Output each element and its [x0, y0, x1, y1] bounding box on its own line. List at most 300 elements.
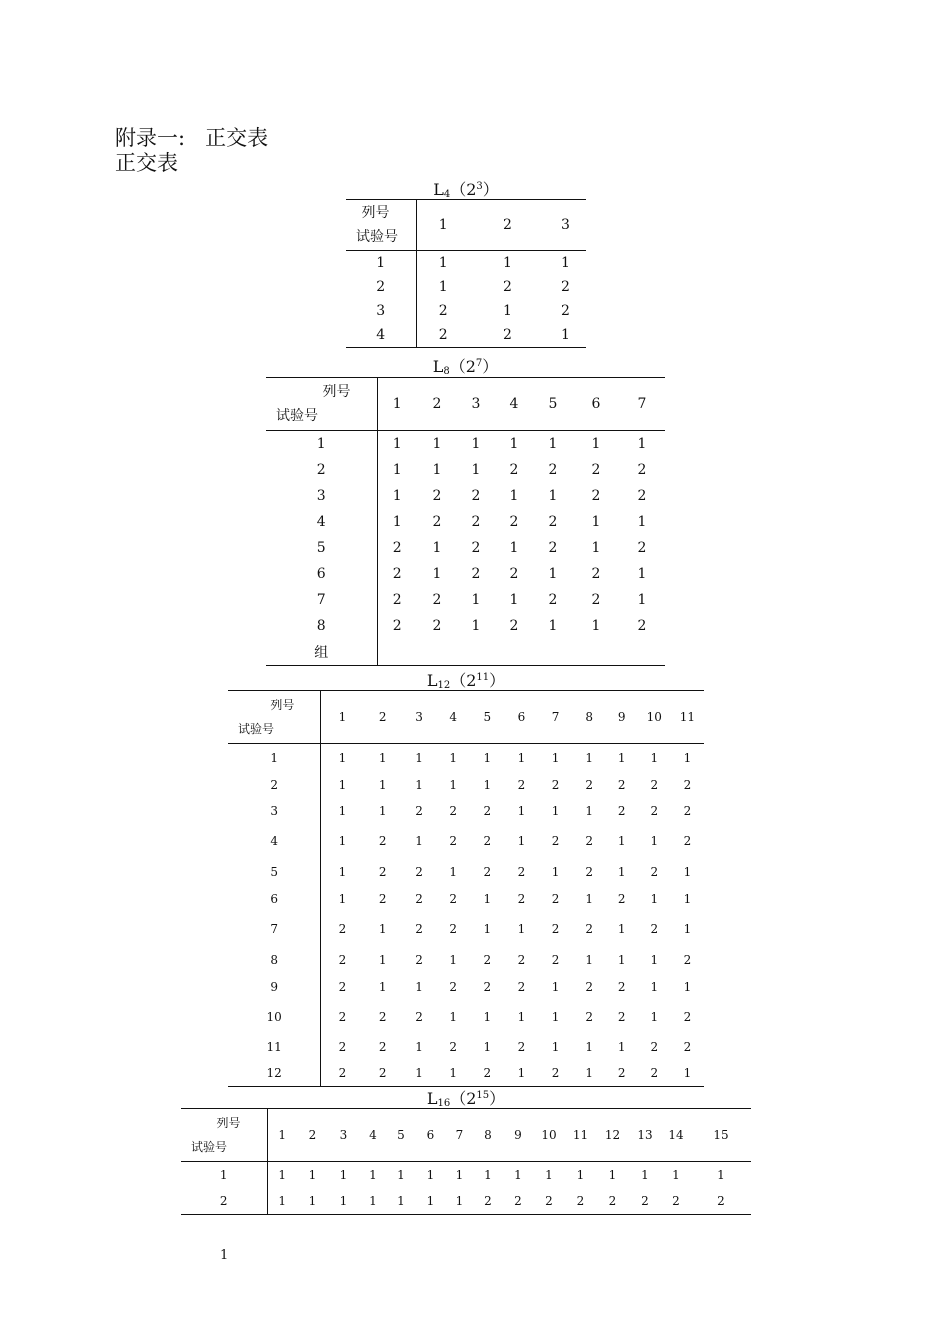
- level-cell: 2: [596, 1188, 629, 1215]
- table-row: [266, 431, 665, 458]
- level-cell: 2: [416, 323, 470, 348]
- table-row: [266, 509, 665, 535]
- level-cell: 2: [617, 980, 626, 994]
- trial-number-cell: 5: [228, 858, 321, 886]
- level-cell: 2: [509, 618, 519, 634]
- level-cell: 2: [449, 892, 457, 906]
- column-header: 10: [638, 691, 671, 744]
- level-cell: 2: [415, 1010, 423, 1024]
- level-cell: 1: [517, 804, 526, 818]
- level-cell: 1: [672, 1168, 680, 1182]
- level-cell: [377, 639, 417, 666]
- level-cell: 1: [717, 1168, 725, 1182]
- level-cell: 1: [484, 1168, 492, 1182]
- column-header: 10: [533, 1109, 565, 1162]
- level-cell: 1: [608, 1168, 617, 1182]
- level-cell: 1: [426, 1168, 435, 1182]
- column-header: 2: [297, 1109, 328, 1162]
- column-header: 7: [619, 378, 665, 431]
- level-cell: 1: [517, 1010, 526, 1024]
- table-row: [181, 1162, 751, 1189]
- level-cell: 2: [561, 303, 570, 319]
- level-cell: 1: [267, 1188, 297, 1215]
- table-row: [228, 1034, 704, 1060]
- level-cell: 2: [650, 865, 659, 879]
- level-cell: 1: [449, 953, 457, 967]
- corner-cell: [228, 691, 321, 744]
- level-cell: 2: [432, 488, 442, 504]
- level-cell: 2: [606, 1060, 638, 1087]
- level-cell: 2: [517, 953, 526, 967]
- level-cell: 2: [483, 804, 492, 818]
- trial-number-cell: 1: [346, 251, 416, 276]
- trial-number-cell: 9: [228, 974, 321, 1000]
- level-cell: 2: [638, 1060, 671, 1087]
- trial-number-cell: 4: [266, 509, 377, 535]
- level-cell: 2: [378, 834, 387, 848]
- level-cell: 2: [517, 865, 526, 879]
- level-cell: 1: [402, 1060, 436, 1087]
- level-cell: 2: [438, 303, 448, 319]
- level-cell: 2: [509, 462, 519, 478]
- level-cell: 2: [517, 1040, 526, 1054]
- level-cell: 2: [449, 1040, 457, 1054]
- trial-number-cell: 10: [228, 1000, 321, 1034]
- column-header: 6: [504, 691, 538, 744]
- table-row: [228, 912, 704, 946]
- level-cell: 1: [641, 1168, 649, 1182]
- trial-number-cell: 1: [228, 744, 321, 773]
- level-cell: 2: [338, 980, 347, 994]
- level-cell: 2: [650, 778, 659, 792]
- level-cell: 1: [378, 953, 387, 967]
- column-header: 2: [417, 378, 457, 431]
- level-cell: 2: [585, 1010, 593, 1024]
- level-cell: 1: [415, 751, 423, 765]
- level-cell: 2: [617, 1010, 626, 1024]
- level-cell: 2: [471, 566, 481, 582]
- level-cell: 2: [637, 540, 647, 556]
- trial-number-cell: 11: [228, 1034, 321, 1060]
- orthogonal-table-l8: [266, 377, 665, 666]
- level-cell: 2: [617, 892, 626, 906]
- level-cell: 2: [637, 488, 647, 504]
- level-cell: 2: [503, 1188, 533, 1215]
- level-cell: [417, 639, 457, 666]
- level-cell: 2: [585, 778, 593, 792]
- table-row: [181, 1188, 751, 1215]
- level-cell: 2: [551, 953, 560, 967]
- level-cell: 2: [415, 804, 423, 818]
- level-cell: 2: [650, 804, 659, 818]
- column-number-label: 列号: [361, 205, 390, 221]
- level-cell: 1: [545, 1168, 553, 1182]
- trial-number-cell: 3: [266, 483, 377, 509]
- level-cell: 1: [573, 1060, 606, 1087]
- level-cell: 2: [449, 922, 457, 936]
- level-cell: 1: [432, 566, 442, 582]
- column-header: 7: [539, 691, 573, 744]
- level-cell: 2: [548, 514, 558, 530]
- level-cell: 2: [585, 922, 593, 936]
- table-title-l8: $L_8(2^7)$: [432, 357, 499, 377]
- column-header: 8: [473, 1109, 503, 1162]
- level-cell: 1: [339, 1168, 348, 1182]
- table-row: [228, 824, 704, 858]
- level-cell: 2: [392, 618, 402, 634]
- level-cell: 1: [415, 1188, 446, 1215]
- level-cell: 2: [548, 540, 558, 556]
- level-cell: 1: [392, 436, 402, 452]
- level-cell: 1: [585, 953, 593, 967]
- level-cell: 2: [637, 618, 647, 634]
- level-cell: 1: [483, 778, 492, 792]
- column-header: 1: [267, 1109, 297, 1162]
- level-cell: 2: [683, 834, 692, 848]
- level-cell: [457, 639, 495, 666]
- level-cell: 1: [455, 1168, 464, 1182]
- column-header: 4: [436, 691, 470, 744]
- trial-number-cell: 12: [228, 1060, 321, 1087]
- table-row: [228, 744, 704, 773]
- level-cell: 2: [392, 592, 402, 608]
- level-cell: 1: [471, 592, 481, 608]
- level-cell: 2: [415, 865, 423, 879]
- trial-number-cell: 8: [266, 613, 377, 639]
- trial-number-cell: 5: [266, 535, 377, 561]
- level-cell: 1: [517, 922, 526, 936]
- level-cell: 1: [338, 834, 347, 848]
- level-cell: 2: [650, 922, 659, 936]
- trial-number-cell: 1: [266, 431, 377, 458]
- trial-number-label: 试验号: [356, 229, 398, 245]
- level-cell: 2: [539, 1060, 573, 1087]
- level-cell: 2: [470, 1060, 504, 1087]
- level-cell: 2: [683, 1010, 692, 1024]
- level-cell: 2: [378, 892, 387, 906]
- table-title-l16: $L_{16}(2^{15})$: [426, 1089, 506, 1109]
- level-cell: 1: [446, 1188, 473, 1215]
- level-cell: 1: [683, 892, 692, 906]
- column-header: 11: [565, 1109, 596, 1162]
- level-cell: 1: [483, 1010, 492, 1024]
- corner-cell: [181, 1109, 267, 1162]
- level-cell: 2: [338, 922, 347, 936]
- section-title: 正交表: [115, 151, 178, 175]
- trial-number-cell: 3: [346, 299, 416, 323]
- table-row: [266, 587, 665, 613]
- page-number: 1: [220, 1248, 229, 1263]
- column-number-label: 列号: [270, 698, 295, 712]
- level-cell: 1: [551, 865, 560, 879]
- column-header: 6: [415, 1109, 446, 1162]
- header-row: [181, 1109, 751, 1162]
- level-cell: 1: [551, 804, 560, 818]
- level-cell: 1: [449, 778, 457, 792]
- table-row: [346, 323, 586, 348]
- trial-number-cell: 7: [228, 912, 321, 946]
- level-cell: 2: [591, 488, 601, 504]
- level-cell: 2: [551, 834, 560, 848]
- table-row: [266, 639, 665, 666]
- level-cell: 2: [591, 462, 601, 478]
- level-cell: 2: [321, 1060, 364, 1087]
- level-cell: 1: [503, 255, 512, 271]
- trial-number-cell: 3: [228, 798, 321, 824]
- level-cell: 2: [483, 834, 492, 848]
- trial-number-cell: 4: [228, 824, 321, 858]
- level-cell: 2: [470, 323, 545, 348]
- column-header: 6: [573, 378, 619, 431]
- orthogonal-table-l4: [346, 199, 586, 348]
- column-header: 15: [691, 1109, 751, 1162]
- level-cell: 2: [591, 566, 601, 582]
- level-cell: 1: [576, 1168, 585, 1182]
- level-cell: 2: [415, 953, 423, 967]
- level-cell: 1: [392, 462, 402, 478]
- level-cell: 1: [617, 751, 626, 765]
- level-cell: 2: [585, 865, 593, 879]
- level-cell: 1: [369, 1168, 377, 1182]
- level-cell: 1: [650, 1010, 659, 1024]
- column-number-label: 列号: [322, 384, 351, 400]
- trial-number-label: 试验号: [191, 1140, 228, 1154]
- level-cell: 1: [432, 436, 442, 452]
- level-cell: 2: [548, 462, 558, 478]
- table-row: [346, 275, 586, 299]
- level-cell: 2: [338, 953, 347, 967]
- level-cell: 2: [650, 1040, 659, 1054]
- level-cell: 2: [483, 980, 492, 994]
- table-row: [346, 299, 586, 323]
- level-cell: 1: [297, 1188, 328, 1215]
- level-cell: 1: [585, 751, 593, 765]
- orthogonal-table-l12: [228, 690, 704, 1087]
- column-header: 12: [596, 1109, 629, 1162]
- level-cell: 2: [449, 834, 457, 848]
- level-cell: 1: [338, 865, 347, 879]
- level-cell: 2: [378, 1040, 387, 1054]
- level-cell: 1: [671, 1060, 704, 1087]
- level-cell: 1: [545, 323, 586, 348]
- table-row: [266, 561, 665, 587]
- column-header: 1: [416, 200, 470, 251]
- column-header: 5: [387, 1109, 415, 1162]
- header-row: [228, 691, 704, 744]
- level-cell: 1: [683, 865, 692, 879]
- trial-number-cell: 1: [181, 1162, 267, 1189]
- level-cell: 1: [650, 892, 659, 906]
- level-cell: 2: [691, 1188, 751, 1215]
- level-cell: 1: [548, 488, 558, 504]
- level-cell: 2: [617, 804, 626, 818]
- level-cell: 1: [328, 1188, 359, 1215]
- level-cell: 1: [438, 279, 448, 295]
- table-row: [266, 457, 665, 483]
- level-cell: 1: [617, 865, 626, 879]
- level-cell: 1: [392, 488, 402, 504]
- trial-number-label: 试验号: [238, 722, 275, 736]
- level-cell: 1: [378, 778, 387, 792]
- level-cell: 1: [591, 618, 601, 634]
- level-cell: 2: [471, 540, 481, 556]
- level-cell: 1: [637, 436, 647, 452]
- level-cell: 1: [483, 1040, 492, 1054]
- level-cell: [573, 639, 619, 666]
- trial-number-cell: 2: [181, 1188, 267, 1215]
- level-cell: 1: [617, 834, 626, 848]
- level-cell: 1: [585, 892, 593, 906]
- level-cell: 1: [432, 462, 442, 478]
- level-cell: 1: [415, 834, 423, 848]
- table-title-l12: $L_{12}(2^{11})$: [426, 671, 506, 691]
- table-row: [228, 886, 704, 912]
- level-cell: 2: [517, 778, 526, 792]
- level-cell: 1: [483, 892, 492, 906]
- level-cell: 1: [503, 303, 512, 319]
- level-cell: 1: [650, 980, 659, 994]
- level-cell: 1: [551, 1010, 560, 1024]
- column-number-label: 列号: [216, 1116, 241, 1130]
- level-cell: 2: [338, 1040, 347, 1054]
- level-cell: 1: [617, 953, 626, 967]
- trial-number-cell: 2: [228, 772, 321, 798]
- level-cell: 2: [392, 540, 402, 556]
- column-header: 4: [495, 378, 533, 431]
- level-cell: 1: [359, 1188, 387, 1215]
- level-cell: 2: [432, 618, 442, 634]
- level-cell: 2: [471, 488, 481, 504]
- level-cell: 2: [629, 1188, 661, 1215]
- level-cell: 1: [509, 488, 519, 504]
- level-cell: 2: [548, 592, 558, 608]
- table-row: [228, 946, 704, 974]
- trial-number-cell: 6: [228, 886, 321, 912]
- column-header: 3: [402, 691, 436, 744]
- level-cell: 1: [585, 1040, 593, 1054]
- table-row: [228, 772, 704, 798]
- level-cell: 1: [278, 1168, 287, 1182]
- level-cell: 1: [338, 804, 347, 818]
- level-cell: 1: [308, 1168, 317, 1182]
- column-header: 2: [364, 691, 402, 744]
- level-cell: 1: [617, 1040, 626, 1054]
- level-cell: 1: [591, 436, 601, 452]
- level-cell: 2: [683, 804, 692, 818]
- level-cell: 2: [503, 279, 512, 295]
- level-cell: 2: [378, 1010, 387, 1024]
- level-cell: 1: [392, 514, 402, 530]
- level-cell: 1: [378, 980, 387, 994]
- level-cell: 2: [551, 922, 560, 936]
- level-cell: 1: [517, 751, 526, 765]
- level-cell: 2: [561, 279, 570, 295]
- level-cell: 1: [436, 1060, 470, 1087]
- table-title-l4: $L_4(2^3)$: [433, 180, 499, 200]
- level-cell: 2: [509, 514, 519, 530]
- column-header: 3: [457, 378, 495, 431]
- level-cell: 1: [509, 436, 519, 452]
- level-cell: 1: [509, 592, 519, 608]
- level-cell: 1: [650, 751, 659, 765]
- level-cell: 1: [449, 865, 457, 879]
- appendix-title: 附录一: 正交表: [115, 126, 269, 150]
- trial-number-cell: 8: [228, 946, 321, 974]
- level-cell: [495, 639, 533, 666]
- level-cell: 1: [683, 980, 692, 994]
- level-cell: [619, 639, 665, 666]
- level-cell: 1: [617, 922, 626, 936]
- level-cell: 1: [551, 980, 560, 994]
- column-header: 5: [470, 691, 504, 744]
- corner-cell: [266, 378, 377, 431]
- level-cell: 2: [364, 1060, 402, 1087]
- level-cell: 2: [565, 1188, 596, 1215]
- column-header: 5: [533, 378, 573, 431]
- level-cell: 1: [415, 778, 423, 792]
- table-row: [228, 1060, 704, 1087]
- level-cell: 2: [483, 865, 492, 879]
- level-cell: 1: [561, 255, 570, 271]
- column-header: 4: [359, 1109, 387, 1162]
- level-cell: 1: [650, 953, 659, 967]
- level-cell: 1: [637, 514, 647, 530]
- column-header: 2: [470, 200, 545, 251]
- level-cell: 2: [551, 892, 560, 906]
- header-row: [346, 200, 586, 251]
- table-row: [266, 483, 665, 509]
- level-cell: 2: [517, 892, 526, 906]
- level-cell: 2: [392, 566, 402, 582]
- level-cell: 1: [504, 1060, 538, 1087]
- level-cell: 1: [637, 592, 647, 608]
- level-cell: 1: [551, 751, 560, 765]
- level-cell: 1: [387, 1188, 415, 1215]
- header-row: [266, 378, 665, 431]
- level-cell: 2: [415, 892, 423, 906]
- table-row: [266, 613, 665, 639]
- orthogonal-table-l16: [181, 1108, 751, 1215]
- level-cell: 1: [397, 1168, 405, 1182]
- column-header: 9: [606, 691, 638, 744]
- column-header: 3: [545, 200, 586, 251]
- level-cell: 2: [432, 592, 442, 608]
- level-cell: 1: [514, 1168, 522, 1182]
- level-cell: 1: [637, 566, 647, 582]
- level-cell: 1: [471, 436, 481, 452]
- level-cell: 2: [683, 1040, 692, 1054]
- level-cell: 2: [661, 1188, 691, 1215]
- table-row: [228, 858, 704, 886]
- level-cell: 2: [591, 592, 601, 608]
- level-cell: 1: [438, 255, 448, 271]
- level-cell: 1: [415, 980, 423, 994]
- level-cell: [533, 639, 573, 666]
- level-cell: 1: [338, 892, 347, 906]
- column-header: 8: [573, 691, 606, 744]
- level-cell: 2: [517, 980, 526, 994]
- level-cell: 1: [449, 1010, 457, 1024]
- trial-number-cell: 4: [346, 323, 416, 348]
- trial-number-cell: 6: [266, 561, 377, 587]
- level-cell: 1: [650, 834, 659, 848]
- level-cell: 2: [683, 778, 692, 792]
- level-cell: 2: [533, 1188, 565, 1215]
- column-header: 1: [321, 691, 364, 744]
- level-cell: 2: [432, 514, 442, 530]
- table-row: [228, 974, 704, 1000]
- column-header: 1: [377, 378, 417, 431]
